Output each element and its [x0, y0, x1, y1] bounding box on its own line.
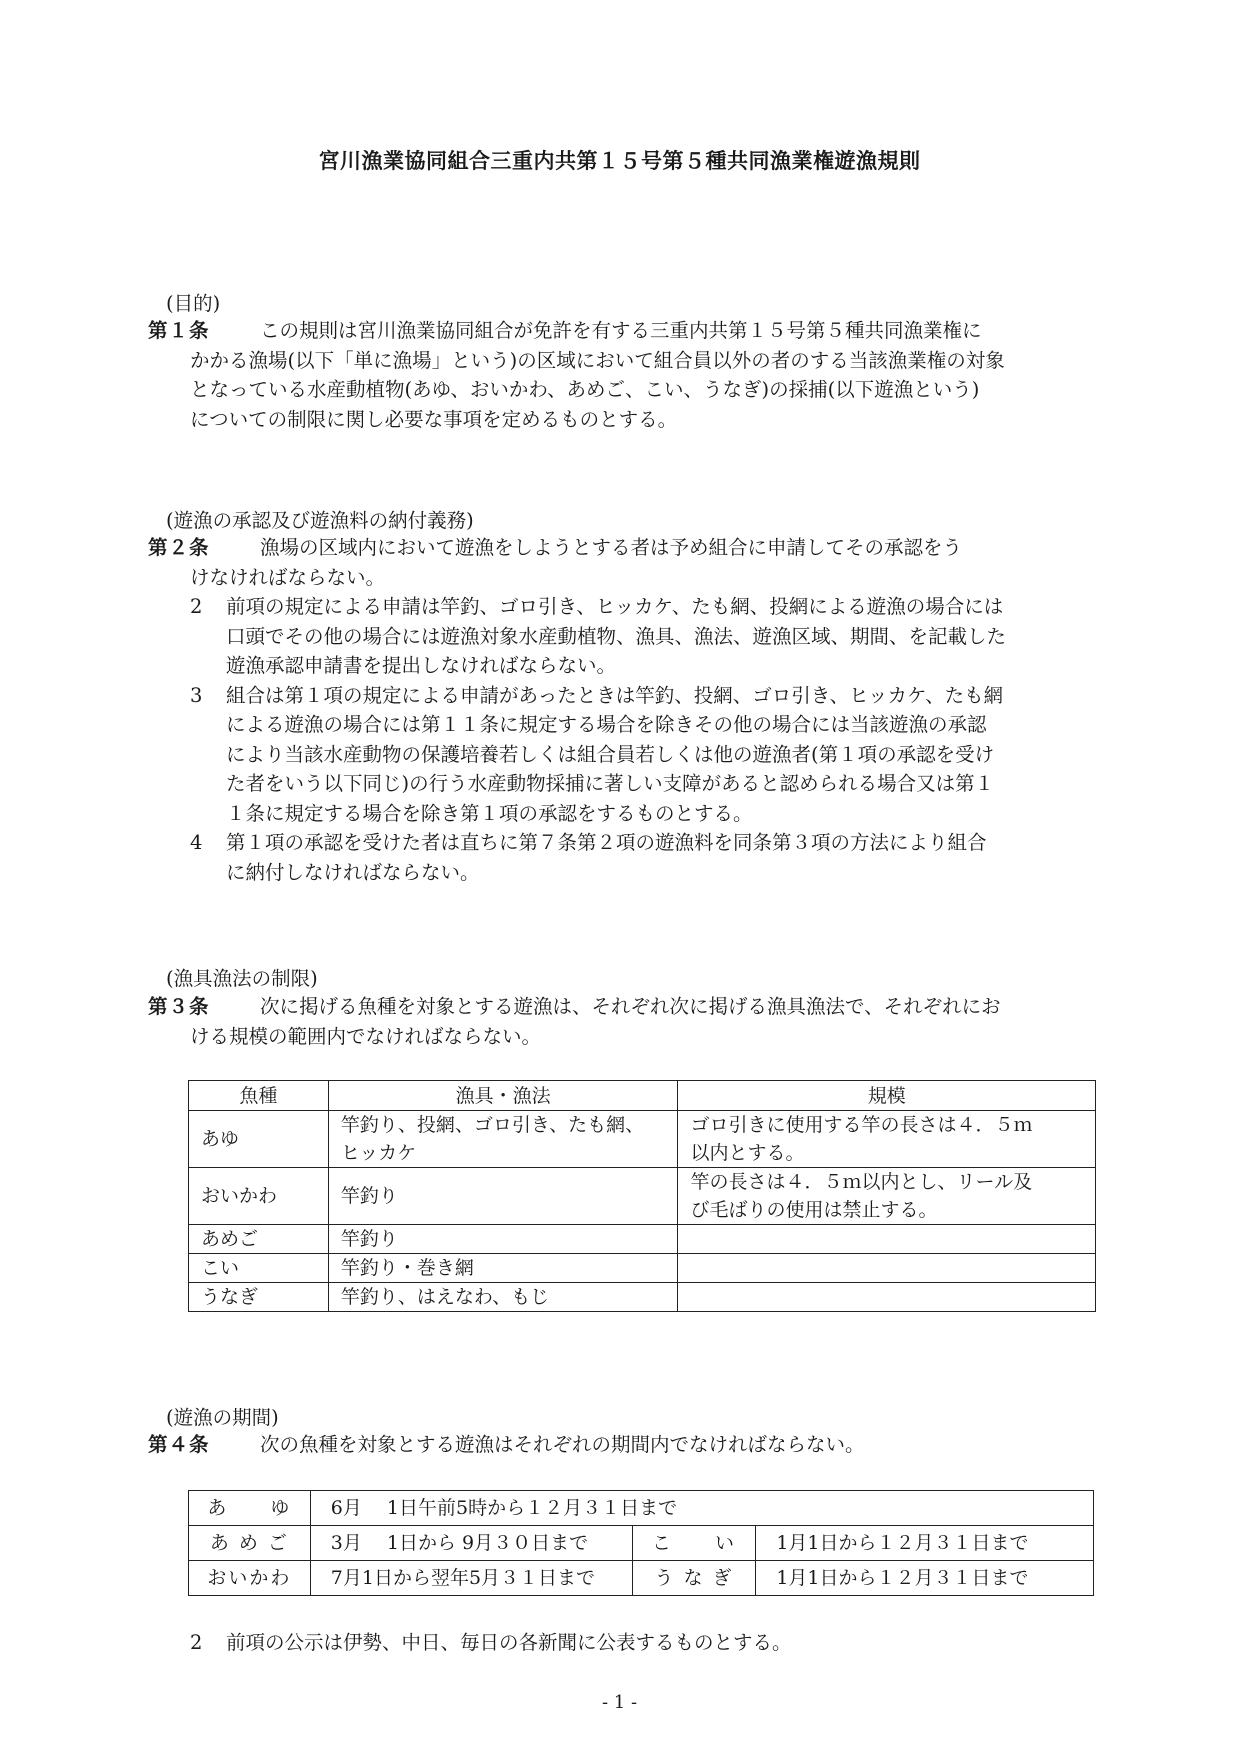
article-2-heading: (遊漁の承認及び遊漁料の納付義務)	[166, 509, 474, 532]
article-2-item-3	[148, 681, 1093, 829]
fish-cell: う な ぎ	[632, 1561, 756, 1596]
article-2-item-2	[148, 592, 1093, 681]
article-1	[148, 316, 1093, 434]
table-row	[189, 1168, 1096, 1225]
article-4	[148, 1430, 1093, 1460]
item-line: 前項の公示は伊勢、中日、毎日の各新聞に公表するものとする。	[226, 1631, 792, 1654]
table-header-row	[189, 1081, 1096, 1111]
period-cell: 1月1日から１２月３１日まで	[756, 1526, 1094, 1561]
article-2-line: けなければならない。	[190, 565, 386, 589]
article-1-heading: (目的)	[166, 292, 221, 315]
cell-line: 竿釣り、投網、ゴロ引き、たも網、	[340, 1114, 645, 1136]
article-1-line: かかる漁場(以下「単に漁場」という)の区域において組合員以外の者のする当該漁業権の対象	[190, 348, 1005, 372]
table-row	[189, 1491, 1094, 1526]
cell-line: 竿の長さは４．５ｍ以内とし、リール及	[690, 1171, 1033, 1193]
article-3-line: ける規模の範囲内でなければならない。	[190, 1024, 542, 1048]
article-3-number: 第３条	[148, 995, 210, 1018]
gear-cell: 竿釣り・巻き網	[328, 1254, 678, 1283]
item-line: 組合は第１項の規定による申請があったときは竿釣、投網、ゴロ引き、ヒッカケ、たも網	[226, 683, 1004, 707]
table-row	[189, 1254, 1096, 1283]
period-cell: 3月 1日から 9月３０日まで	[310, 1526, 632, 1561]
document-title: 宮川漁業協同組合三重内共第１５号第５種共同漁業権遊漁規則	[318, 149, 921, 173]
fish-cell: あゆ	[189, 1111, 329, 1168]
item-number: 3	[190, 683, 203, 707]
scale-cell	[678, 1225, 1096, 1254]
scale-cell	[678, 1168, 1096, 1225]
gear-cell	[328, 1168, 678, 1225]
article-4-item-2	[148, 1628, 1093, 1658]
fish-cell: あめご	[189, 1225, 329, 1254]
scale-cell	[678, 1283, 1096, 1312]
table-row	[189, 1111, 1096, 1168]
cell-line: ゴロ引きに使用する竿の長さは４．５ｍ	[690, 1114, 1033, 1136]
item-number: 4	[190, 831, 203, 854]
item-number: 2	[190, 595, 203, 618]
fish-cell: うなぎ	[189, 1283, 329, 1312]
fish-cell: こ い	[632, 1526, 756, 1561]
scale-cell	[678, 1111, 1096, 1168]
article-4-number: 第４条	[148, 1433, 210, 1456]
gear-restriction-table	[188, 1080, 1096, 1312]
article-2-item-4	[148, 828, 1093, 887]
article-3-heading: (漁具漁法の制限)	[166, 967, 318, 990]
gear-cell	[328, 1111, 678, 1168]
item-line: 口頭でその他の場合には遊漁対象水産動植物、漁具、漁法、遊漁区域、期間、を記載した	[226, 624, 1007, 648]
article-2-number: 第２条	[148, 536, 210, 559]
article-4-line: 次の魚種を対象とする遊漁はそれぞれの期間内でなければならない。	[260, 1433, 865, 1456]
scale-cell	[678, 1254, 1096, 1283]
cell-line: び毛ばりの使用は禁止する。	[690, 1199, 938, 1221]
article-4-heading: (遊漁の期間)	[166, 1406, 279, 1429]
page-number: - 1 -	[601, 1692, 638, 1713]
item-line: により当該水産動物の保護培養若しくは組合員若しくは他の遊漁者(第１項の承認を受け	[226, 742, 995, 766]
article-1-number: 第１条	[148, 319, 210, 342]
item-line: １条に規定する場合を除き第１項の承認をするものとする。	[226, 801, 753, 825]
fish-cell: あ ゆ	[189, 1491, 311, 1526]
cell-line: 以内とする。	[690, 1142, 805, 1164]
article-3-line: 次に掲げる魚種を対象とする遊漁は、それぞれ次に掲げる漁具漁法で、それぞれにお	[260, 995, 1001, 1018]
column-header: 規模	[678, 1081, 1096, 1111]
cell-line: ヒッカケ	[340, 1142, 417, 1164]
item-line: 第１項の承認を受けた者は直ちに第７条第２項の遊漁料を同条第３項の方法により組合	[226, 831, 987, 854]
fish-cell: あ め ご	[189, 1526, 311, 1561]
column-header: 漁具・漁法	[328, 1081, 678, 1111]
period-cell: 6月 1日午前5時から１２月３１日まで	[310, 1491, 1093, 1526]
article-1-line: となっている水産動植物(あゆ、おいかわ、あめご、こい、うなぎ)の採捕(以下遊漁という)	[190, 378, 980, 401]
fish-cell: おいかわ	[189, 1561, 311, 1596]
fish-cell: こい	[189, 1254, 329, 1283]
article-3	[148, 992, 1093, 1051]
article-2-line: 漁場の区域内において遊漁をしようとする者は予め組合に申請してその承認をう	[260, 536, 963, 559]
item-number: 2	[190, 1631, 203, 1654]
article-1-line: についての制限に関し必要な事項を定めるものとする。	[190, 407, 678, 431]
gear-cell: 竿釣り	[328, 1225, 678, 1254]
period-cell: 7月1日から翌年5月３１日まで	[310, 1561, 632, 1596]
table-row	[189, 1561, 1094, 1596]
cell-line: 竿釣り	[340, 1185, 398, 1207]
table-row	[189, 1225, 1096, 1254]
table-row	[189, 1526, 1094, 1561]
fish-cell: おいかわ	[189, 1168, 329, 1225]
article-1-line: この規則は宮川漁業協同組合が免許を有する三重内共第１５号第５種共同漁業権に	[260, 319, 982, 342]
item-line: 前項の規定による申請は竿釣、ゴロ引き、ヒッカケ、たも網、投網による遊漁の場合には	[226, 595, 1004, 618]
table-row	[189, 1283, 1096, 1312]
item-line: による遊漁の場合には第１１条に規定する場合を除きその他の場合には当該遊漁の承認	[226, 713, 987, 736]
column-header: 魚種	[189, 1081, 329, 1111]
item-line: に納付しなければならない。	[226, 860, 480, 884]
gear-cell: 竿釣り、はえなわ、もじ	[328, 1283, 678, 1312]
item-line: た者をいう以下同じ)の行う水産動物採捕に著しい支障があると認められる場合又は第１	[226, 772, 995, 795]
period-cell: 1月1日から１２月３１日まで	[756, 1561, 1094, 1596]
fishing-period-table	[188, 1490, 1094, 1596]
article-2	[148, 533, 1093, 887]
item-line: 遊漁承認申請書を提出しなければならない。	[226, 654, 617, 677]
